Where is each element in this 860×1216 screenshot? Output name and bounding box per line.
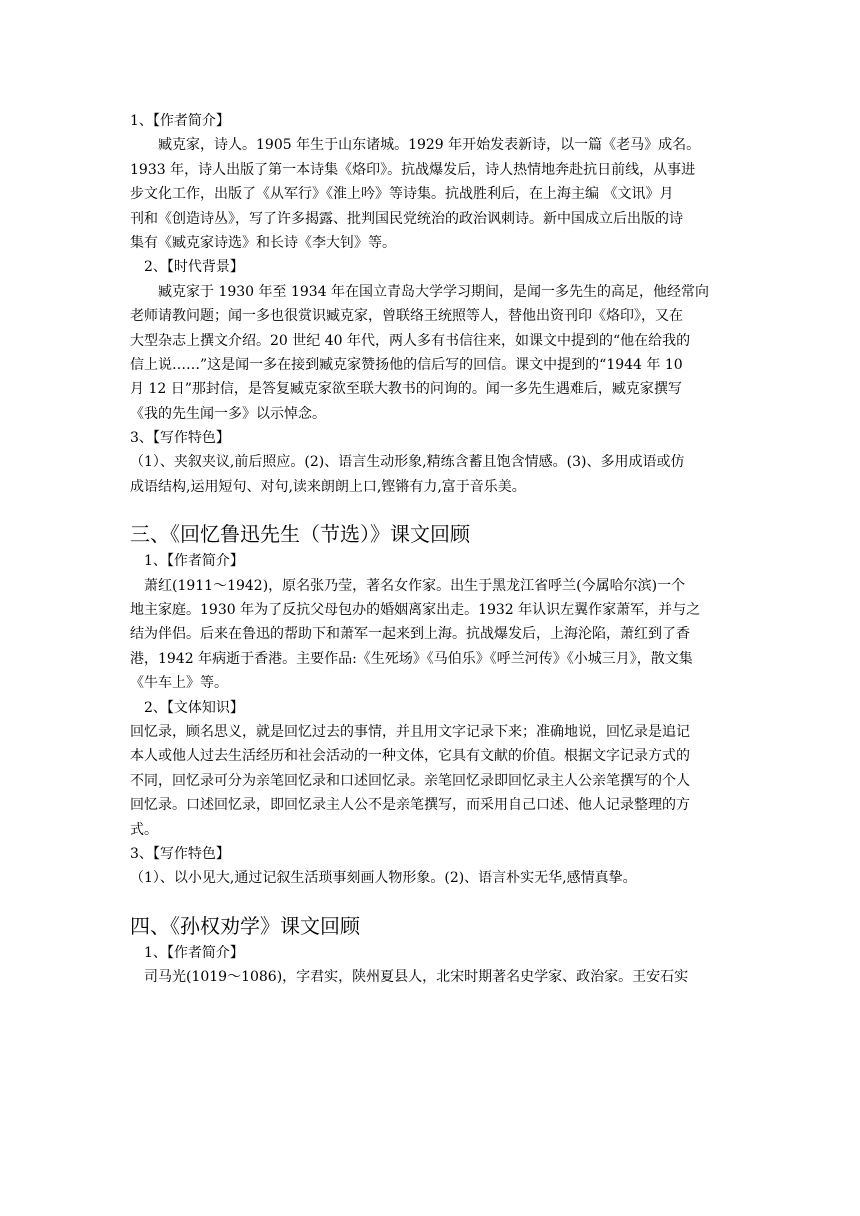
paragraph-line: 月 12 日”那封信，是答复臧克家欲至联大教书的问询的。闻一多先生遇难后，臧克家撰写 bbox=[130, 381, 682, 398]
paragraph-line: 《牛车上》等。 bbox=[130, 675, 228, 692]
paragraph-line: 不同，回忆录可分为亲笔回忆录和口述回忆录。亲笔回忆录即回忆录主人公亲笔撰写的个人 bbox=[130, 772, 690, 789]
subsection-heading: 3、【写作特色】 bbox=[130, 845, 230, 862]
paragraph-line: 本人或他人过去生活经历和社会活动的一种文体，它具有文献的价值。根据文字记录方式的 bbox=[130, 748, 690, 765]
paragraph-line: 萧红(1911～1942)，原名张乃莹，著名女作家。出生于黑龙江省呼兰(今属哈尔滨)一个 bbox=[144, 577, 686, 594]
paragraph-line: 臧克家，诗人。1905 年生于山东诸城。1929 年开始发表新诗，以一篇《老马》成名。 bbox=[158, 137, 701, 154]
paragraph-line: 刊和《创造诗丛》，写了许多揭露、批判国民党统治的政治讽刺诗。新中国成立后出版的诗 bbox=[130, 210, 683, 227]
paragraph-line: 成语结构,运用短句、对句,读来朗朗上口,铿锵有力,富于音乐美。 bbox=[130, 478, 526, 495]
paragraph-line: 回忆录。口述回忆录，即回忆录主人公不是亲笔撰写，而采用自己口述、他人记录整理的方 bbox=[130, 797, 690, 814]
subsection-heading: 1、【作者简介】 bbox=[130, 113, 230, 129]
paragraph-line: 大型杂志上撰文介绍。20 世纪 40 年代，两人多有书信往来，如课文中提到的“他在给我的 bbox=[130, 332, 691, 349]
paragraph-line: 《我的先生闻一多》以示悼念。 bbox=[130, 405, 326, 422]
paragraph-line: 结为伴侣。后来在鲁迅的帮助下和萧军一起来到上海。抗战爆发后，上海沦陷，萧红到了香 bbox=[130, 626, 690, 643]
paragraph-line: 司马光(1019～1086)，字君实，陕州夏县人，北宋时期著名史学家、政治家。王安石实 bbox=[144, 969, 689, 986]
subsection-heading: 1、【作者简介】 bbox=[144, 944, 244, 961]
paragraph-line: 式。 bbox=[130, 821, 158, 838]
paragraph-line: （1）、夹叙夹议,前后照应。(2)、语言生动形象,精练含蓄且饱含情感。(3)、多用成语或仿 bbox=[130, 454, 685, 471]
document-body bbox=[130, 109, 734, 990]
paragraph-line: 港，1942 年病逝于香港。主要作品:《生死场》《马伯乐》《呼兰河传》《小城三月》，散文集 bbox=[130, 650, 693, 667]
subsection-heading: 2、【时代背景】 bbox=[144, 259, 244, 276]
paragraph-line: 步文化工作，出版了《从军行》《淮上吟》等诗集。抗战胜利后，在上海主编 《文讯》月 bbox=[130, 186, 674, 203]
paragraph-line: 老师请教问题；闻一多也很赏识臧克家，曾联络王统照等人，替他出资刊印《烙印》，又在 bbox=[130, 308, 683, 325]
subsection-heading: 1、【作者简介】 bbox=[144, 553, 244, 570]
paragraph-line: 地主家庭。1930 年为了反抗父母包办的婚姻离家出走。1932 年认识左翼作家萧军，并与之 bbox=[130, 602, 701, 619]
section-heading: 三、《回忆鲁迅先生（节选）》课文回顾 bbox=[130, 522, 470, 547]
paragraph-line: 回忆录，顾名思义，就是回忆过去的事情，并且用文字记录下来；准确地说，回忆录是追记 bbox=[130, 723, 690, 740]
paragraph-line: 集有《臧克家诗选》和长诗《李大钊》等。 bbox=[130, 234, 396, 251]
paragraph-line: （1）、以小见大,通过记叙生活琐事刻画人物形象。(2)、语言朴实无华,感情真挚。 bbox=[130, 870, 637, 887]
section-heading: 四、《孙权劝学》课文回顾 bbox=[130, 913, 360, 938]
paragraph-line: 信上说……”这是闻一多在接到臧克家赞扬他的信后写的回信。课文中提到的“1944 年 10 bbox=[130, 356, 683, 373]
subsection-heading: 3、【写作特色】 bbox=[130, 430, 230, 447]
subsection-heading: 2、【文体知识】 bbox=[144, 699, 244, 716]
paragraph-line: 1933 年，诗人出版了第一本诗集《烙印》。抗战爆发后，诗人热情地奔赴抗日前线，从事进 bbox=[130, 161, 696, 178]
paragraph-line: 臧克家于 1930 年至 1934 年在国立青岛大学学习期间，是闻一多先生的高足，他经常向 bbox=[158, 283, 710, 300]
